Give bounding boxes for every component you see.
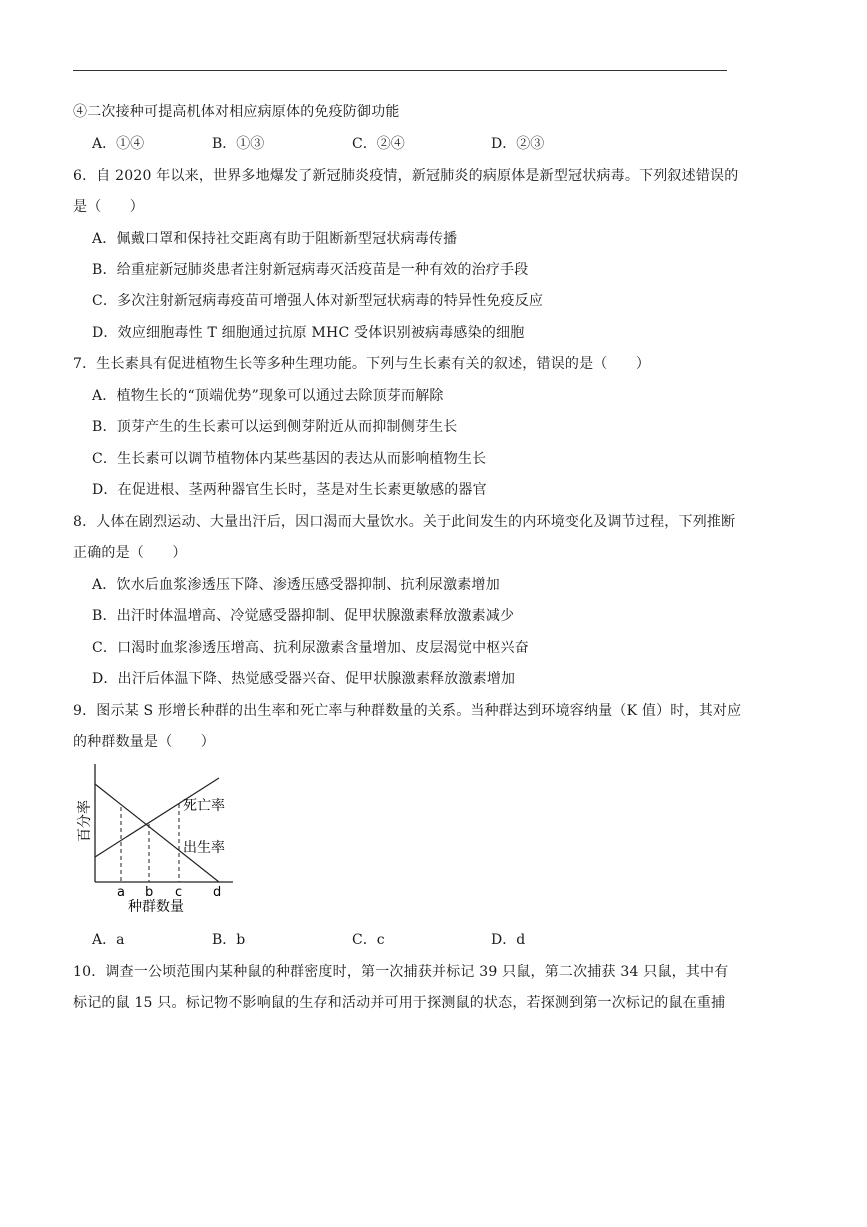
- q8-option-c[interactable]: C．口渴时血浆渗透压增高、抗利尿激素含量增加、皮层渴觉中枢兴奋: [92, 640, 529, 656]
- q6-stem: 6．自 2020 年以来，世界多地爆发了新冠肺炎疫情，新冠肺炎的病原体是新型冠状病毒。下列叙述错误的: [73, 168, 739, 184]
- q5-option-d[interactable]: D．②③: [491, 136, 545, 152]
- q8-stem: 8．人体在剧烈运动、大量出汗后，因口渴而大量饮水。关于此间发生的内环境变化及调节过程，下列推断: [73, 514, 736, 530]
- q9-option-a[interactable]: A．a: [92, 932, 125, 948]
- q6-option-b[interactable]: B．给重症新冠肺炎患者注射新冠病毒灭活疫苗是一种有效的治疗手段: [92, 262, 529, 278]
- q7-option-a[interactable]: A．植物生长的“顶端优势”现象可以通过去除顶芽而解除: [92, 388, 444, 404]
- header-rule: [73, 70, 727, 71]
- q5-option-c[interactable]: C．②④: [352, 136, 405, 152]
- q9-stem-cont: 的种群数量是（ ）: [73, 734, 215, 750]
- x-tick-d: d: [213, 885, 222, 900]
- q8-option-b[interactable]: B．出汗时体温增高、冷觉感受器抑制、促甲状腺激素释放激素减少: [92, 608, 515, 624]
- q6-stem-cont: 是（ ）: [73, 199, 144, 215]
- q7-option-b[interactable]: B．顶芽产生的生长素可以运到侧芽附近从而抑制侧芽生长: [92, 419, 458, 435]
- q6-option-a[interactable]: A．佩戴口罩和保持社交距离有助于阻断新型冠状病毒传播: [92, 231, 458, 247]
- q9-option-b[interactable]: B．b: [212, 932, 246, 948]
- series-label-death: 死亡率: [183, 798, 225, 814]
- q7-stem: 7．生长素具有促进植物生长等多种生理功能。下列与生长素有关的叙述，错误的是（ ）: [73, 356, 651, 372]
- q9-stem: 9．图示某 S 形增长种群的出生率和死亡率与种群数量的关系。当种群达到环境容纳量（K 值）时，其对应: [73, 703, 742, 719]
- q9-option-c[interactable]: C．c: [352, 932, 385, 948]
- x-tick-b: b: [145, 885, 154, 900]
- q9-option-d[interactable]: D．d: [491, 932, 526, 948]
- x-axis-label: 种群数量: [128, 899, 184, 915]
- q6-option-d[interactable]: D．效应细胞毒性 T 细胞通过抗原 MHC 受体识别被病毒感染的细胞: [92, 325, 525, 341]
- q8-option-d[interactable]: D．出汗后体温下降、热觉感受器兴奋、促甲状腺激素释放激素增加: [92, 671, 516, 687]
- birth-death-rate-chart: [73, 762, 243, 917]
- statement-4: ④二次接种可提高机体对相应病原体的免疫防御功能: [73, 104, 400, 120]
- q10-stem: 10．调查一公顷范围内某种鼠的种群密度时，第一次捕获并标记 39 只鼠，第二次捕获 34 只鼠，其中有: [73, 964, 729, 980]
- q8-stem-cont: 正确的是（ ）: [73, 545, 187, 561]
- x-tick-c: c: [175, 885, 183, 900]
- series-label-birth: 出生率: [183, 840, 225, 856]
- q7-option-c[interactable]: C．生长素可以调节植物体内某些基因的表达从而影响植物生长: [92, 451, 487, 467]
- y-axis-label: 百分率: [77, 800, 93, 842]
- q6-option-c[interactable]: C．多次注射新冠病毒疫苗可增强人体对新型冠状病毒的特异性免疫反应: [92, 293, 544, 309]
- q5-option-a[interactable]: A．①④: [92, 136, 145, 152]
- q8-option-a[interactable]: A．饮水后血浆渗透压下降、渗透压感受器抑制、抗利尿激素增加: [92, 577, 500, 593]
- q7-option-d[interactable]: D．在促进根、茎两种器官生长时，茎是对生长素更敏感的器官: [92, 482, 487, 498]
- q10-stem-cont: 标记的鼠 15 只。标记物不影响鼠的生存和活动并可用于探测鼠的状态，若探测到第一次标记的鼠在重捕: [73, 995, 726, 1011]
- x-tick-a: a: [117, 885, 125, 900]
- q5-option-b[interactable]: B．①③: [212, 136, 265, 152]
